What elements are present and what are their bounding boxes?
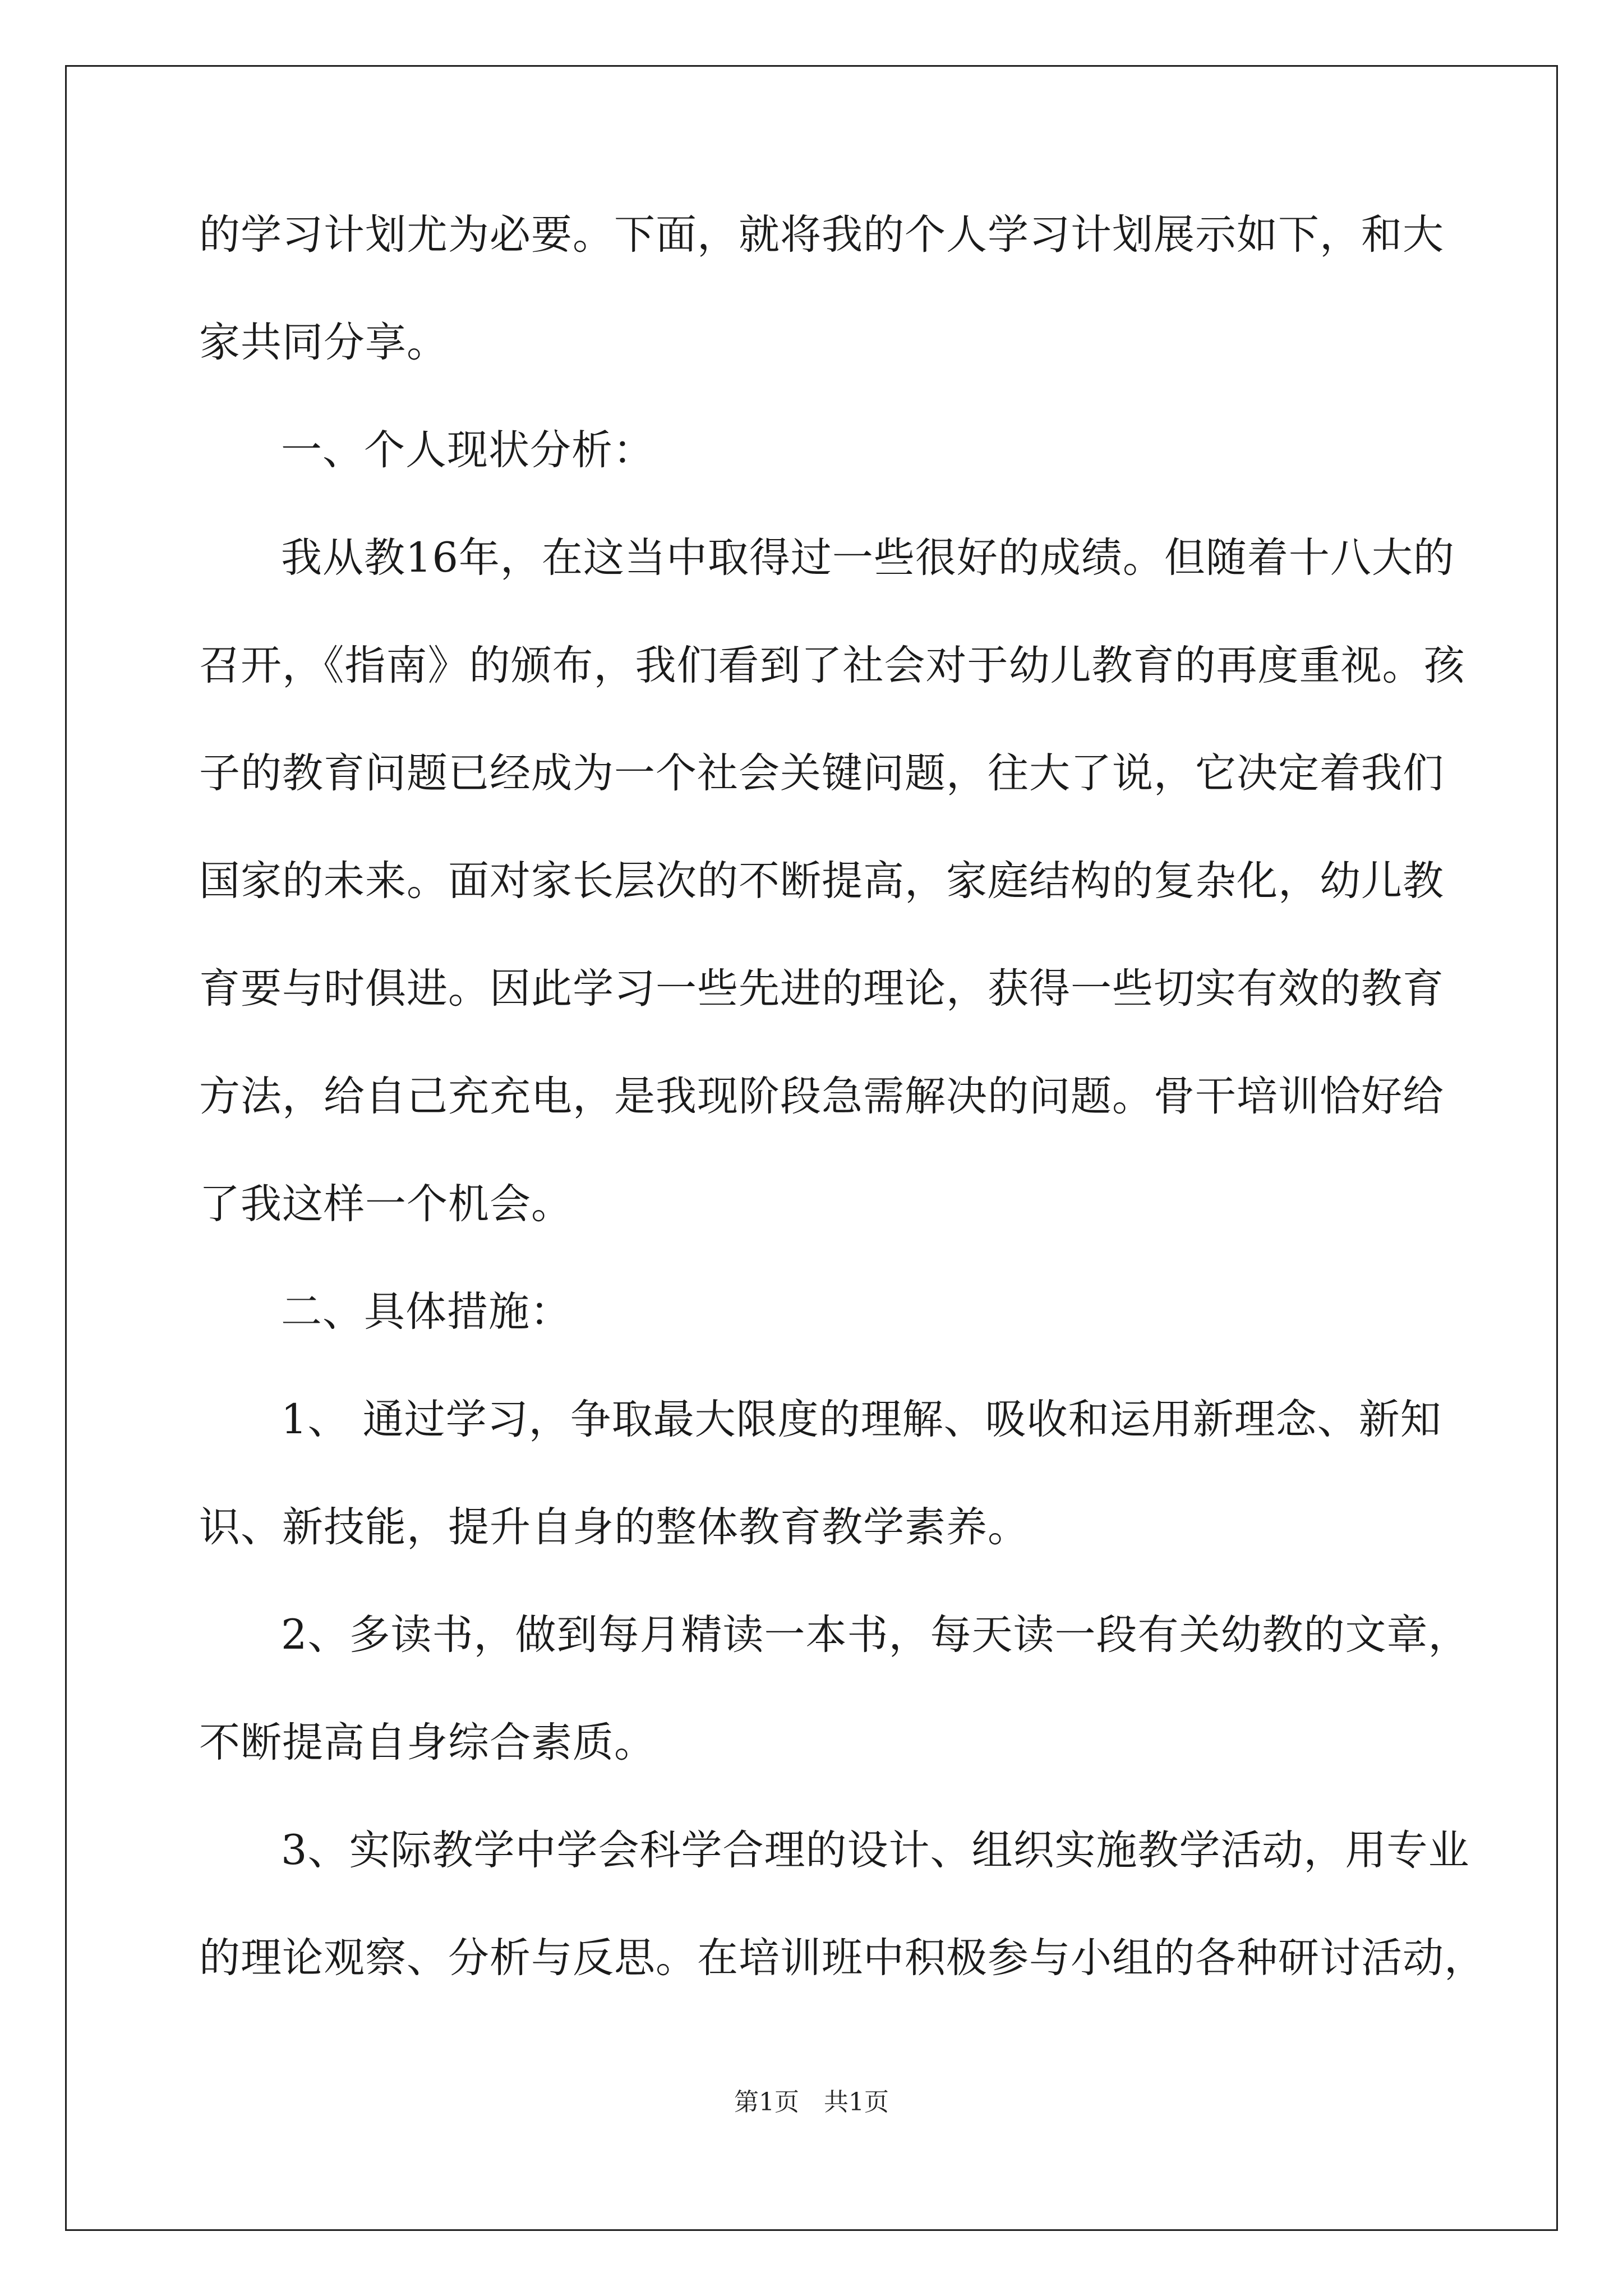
section-heading: 二、具体措施： xyxy=(281,1288,571,1336)
paragraph-line: 识、新技能，提升自身的整体教育教学素养。 xyxy=(199,1503,1029,1551)
list-item: 2、多读书，做到每月精读一本书，每天读一段有关幼教的文章， xyxy=(281,1611,1470,1659)
page-footer xyxy=(0,2086,1623,2119)
paragraph-line: 家共同分享。 xyxy=(199,319,448,366)
paragraph-line: 的学习计划尤为必要。下面，就将我的个人学习计划展示如下，和大 xyxy=(199,211,1444,259)
paragraph-line: 我从教16年，在这当中取得过一些很好的成绩。但随着十八大的 xyxy=(281,534,1455,582)
paragraph-line: 召开，《指南》的颁布，我们看到了社会对于幼儿教育的再度重视。孩 xyxy=(199,642,1465,689)
section-heading: 一、个人现状分析： xyxy=(281,426,654,474)
page-total: 共1页 xyxy=(824,2088,889,2116)
paragraph-line: 了我这样一个机会。 xyxy=(199,1180,573,1228)
paragraph-line: 育要与时俱进。因此学习一些先进的理论，获得一些切实有效的教育 xyxy=(199,965,1444,1013)
paragraph-line: 国家的未来。面对家长层次的不断提高，家庭结构的复杂化，幼儿教 xyxy=(199,857,1444,905)
page-number: 第1页 xyxy=(734,2088,799,2116)
paragraph-line: 的理论观察、分析与反思。在培训班中积极参与小组的各种研讨活动， xyxy=(199,1934,1486,1982)
list-item: 3、实际教学中学会科学合理的设计、组织实施教学活动，用专业 xyxy=(281,1826,1470,1874)
list-item: 1、 通过学习，争取最大限度的理解、吸收和运用新理念、新知 xyxy=(281,1396,1442,1443)
paragraph-line: 子的教育问题已经成为一个社会关键问题，往大了说，它决定着我们 xyxy=(199,749,1444,797)
paragraph-line: 不断提高自身综合素质。 xyxy=(199,1719,656,1766)
document-body xyxy=(199,208,1486,2039)
paragraph-line: 方法，给自己充充电，是我现阶段急需解决的问题。骨干培训恰好给 xyxy=(199,1073,1444,1120)
